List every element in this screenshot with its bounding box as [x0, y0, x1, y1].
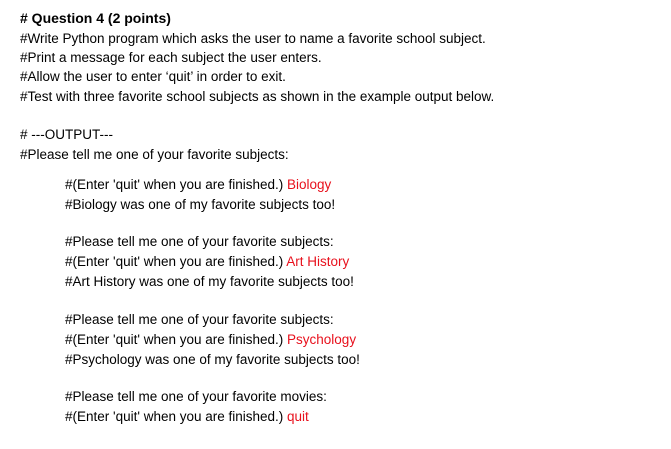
response-line: #Psychology was one of my favorite subjects too! [65, 352, 360, 367]
user-answer: quit [287, 409, 309, 424]
enter-prompt: #(Enter 'quit' when you are finished.) [65, 332, 288, 347]
question-title: # Question 4 (2 points) [20, 10, 171, 26]
prompt-line: #Please tell me one of your favorite movies: [65, 389, 327, 404]
output-header: # ---OUTPUT--- [20, 127, 113, 142]
prompt-line: #Please tell me one of your favorite subjects: [65, 312, 334, 327]
enter-prompt-line [65, 407, 309, 427]
user-answer: Psychology [287, 332, 357, 347]
enter-prompt-line [65, 252, 349, 272]
response-line: #Art History was one of my favorite subjects too! [65, 274, 354, 289]
instruction-line: #Write Python program which asks the user to name a favorite school subject. [20, 31, 486, 46]
enter-prompt: #(Enter 'quit' when you are finished.) [65, 254, 287, 269]
first-prompt: #Please tell me one of your favorite subjects: [20, 147, 289, 162]
enter-prompt-line [65, 175, 331, 195]
prompt-line: #Please tell me one of your favorite subjects: [65, 234, 334, 249]
enter-prompt: #(Enter 'quit' when you are finished.) [65, 177, 288, 192]
instruction-line: #Allow the user to enter ‘quit’ in order to exit. [20, 69, 286, 84]
enter-prompt: #(Enter 'quit' when you are finished.) [65, 409, 288, 424]
instruction-line: #Test with three favorite school subjects as shown in the example output below. [20, 89, 495, 104]
enter-prompt-line [65, 330, 356, 350]
response-line: #Biology was one of my favorite subjects too! [65, 197, 336, 212]
user-answer: Biology [287, 177, 332, 192]
instruction-line: #Print a message for each subject the user enters. [20, 50, 322, 65]
user-answer: Art History [286, 254, 350, 269]
